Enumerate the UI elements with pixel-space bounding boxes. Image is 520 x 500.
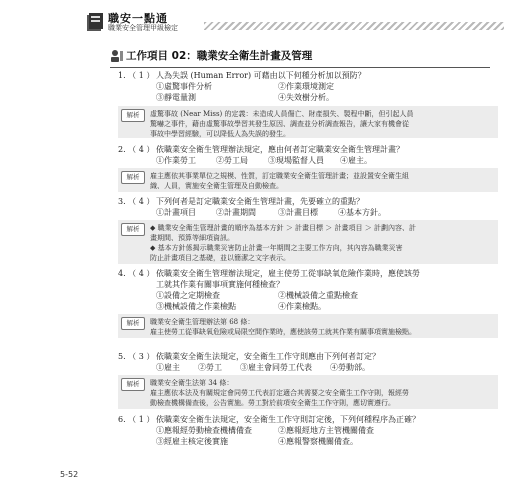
explanation-text: 職業安全衛生法第 34 條： 雇主應依本法及有關規定會同勞工代表訂定適合其需要之安全衛生工作守則，報經勞 動檢查機構備查後，公告實施。勞工對於前項安全衛生工作守則，應切實遵行。 [150, 379, 409, 407]
option: ③雇主會同勞工代表 [240, 363, 312, 372]
book-icon [86, 12, 104, 32]
page-number: 5-52 [60, 470, 79, 479]
explanation-text: 雇主應依其事業單位之規模、性質，訂定職業安全衛生管理計畫；並設置安全衛生組 織、人員，實施安全衛生管理及自動檢查。 [150, 172, 409, 190]
option: ①計畫項目 [156, 208, 196, 217]
option: ③靜電量測 [156, 93, 196, 102]
question-stem: 下列何者是訂定職業安全衛生管理計畫，先要確立的重點？ [156, 197, 364, 206]
option: ③計畫目標 [278, 208, 318, 217]
option: ③機械設備之作業檢點 [156, 302, 236, 311]
explanation-tag: 解析 [121, 109, 145, 122]
option: ④雇主。 [340, 156, 372, 165]
option: ④作業檢點。 [278, 302, 326, 311]
option: ②作業環境測定 [278, 82, 334, 91]
question-stem: 依職業安全衛生法規定，安全衛生工作守則應由下列何者訂定？ [156, 352, 380, 361]
explanation-2 [118, 168, 498, 192]
explanation-4 [118, 314, 498, 338]
option: ③現場監督人員 [268, 156, 324, 165]
explanation-text: 職業安全衛生管理辦法第 68 條： 雇主使勞工從事缺氧危險或局限空間作業時，應使該勞工就其作業有關事項實施檢點。 [150, 318, 416, 336]
option: ①應報經勞動檢查機構備查 [156, 426, 252, 435]
explanation-tag: 解析 [121, 223, 145, 236]
question-stem: 人為失誤 (Human Error) 可藉由以下何種分析加以預防？ [156, 71, 366, 80]
question-number: 6. （ 1 ） [118, 415, 155, 424]
option: ①雇主 [156, 363, 180, 372]
explanation-text: 虛驚事故 (Near Miss) 的定義：未造成人員傷亡、財產損失、製程中斷，但引起人員 驚嚇之事件，藉由虛驚事故學習其發生原因、調查並分析調查報告，讓大家有機會從 事故中學習經驗，可以降低人為失誤的發生。 [150, 110, 414, 138]
question-number: 2. （ 4 ） [118, 145, 155, 154]
header-hatch-rule [204, 22, 504, 30]
option: ①設備之定期檢查 [156, 291, 220, 300]
question-4 [118, 268, 508, 290]
section-title: 工作項目 02：職業安全衛生計畫及管理 [126, 50, 313, 62]
header-subtitle: 職業安全管理甲級檢定 [108, 24, 178, 32]
running-header [86, 10, 506, 34]
explanation-tag: 解析 [121, 317, 145, 330]
question-number: 4. （ 4 ） [118, 269, 155, 278]
explanation-3 [118, 220, 498, 264]
explanation-5 [118, 375, 498, 409]
option: ②勞工局 [216, 156, 248, 165]
option: ②勞工 [198, 363, 222, 372]
question-stem: 依職業安全衛生法規定，安全衛生工作守則訂定後，下列何種程序為正確？ [156, 415, 420, 424]
option: ①作業勞工 [156, 156, 196, 165]
option: ②機械設備之重點檢查 [278, 291, 358, 300]
question-number: 3. （ 4 ） [118, 197, 155, 206]
option: ④基本方針。 [338, 208, 386, 217]
option: ④勞動部。 [330, 363, 370, 372]
explanation-1 [118, 106, 498, 138]
section-heading [110, 48, 490, 64]
option: ③經雇主核定後實施 [156, 437, 228, 446]
explanation-text: ◆ 職業安全衛生管理計畫的順序為基本方針 ＞ 計畫目標 ＞ 計畫項目 ＞ 計劃內容、計 畫期間、預算等細項資訊。 ◆ 基本方針係揭示職業災害防止計畫一年期間之主要工作方向，其內容為職業災害 防止計畫項目之基礎，並以簡潔之文字表示。 [150, 224, 416, 262]
option: ④應報警察機關備查。 [278, 437, 358, 446]
person-icon [110, 49, 124, 63]
header-title: 職安一點通 [108, 12, 168, 25]
option: ②應報經地方主管機關備查 [278, 426, 374, 435]
question-stem: 依職業安全衛生管理辦法規定，應由何者訂定職業安全衛生管理計畫？ [156, 145, 404, 154]
question-number: 5. （ 3 ） [118, 352, 155, 361]
option: ④失效樹分析。 [278, 93, 334, 102]
section-rule [110, 67, 490, 68]
option: ②計畫期間 [216, 208, 256, 217]
explanation-tag: 解析 [121, 171, 145, 184]
question-stem-continued: 工就其作業有關事項實施何種檢查？ [156, 280, 284, 289]
question-number: 1. （ 1 ） [118, 71, 155, 80]
question-stem: 依職業安全衛生管理辦法規定，雇主使勞工從事缺氧危險作業時，應使該勞 [156, 269, 420, 278]
explanation-tag: 解析 [121, 378, 145, 391]
option: ①虛驚事件分析 [156, 82, 212, 91]
